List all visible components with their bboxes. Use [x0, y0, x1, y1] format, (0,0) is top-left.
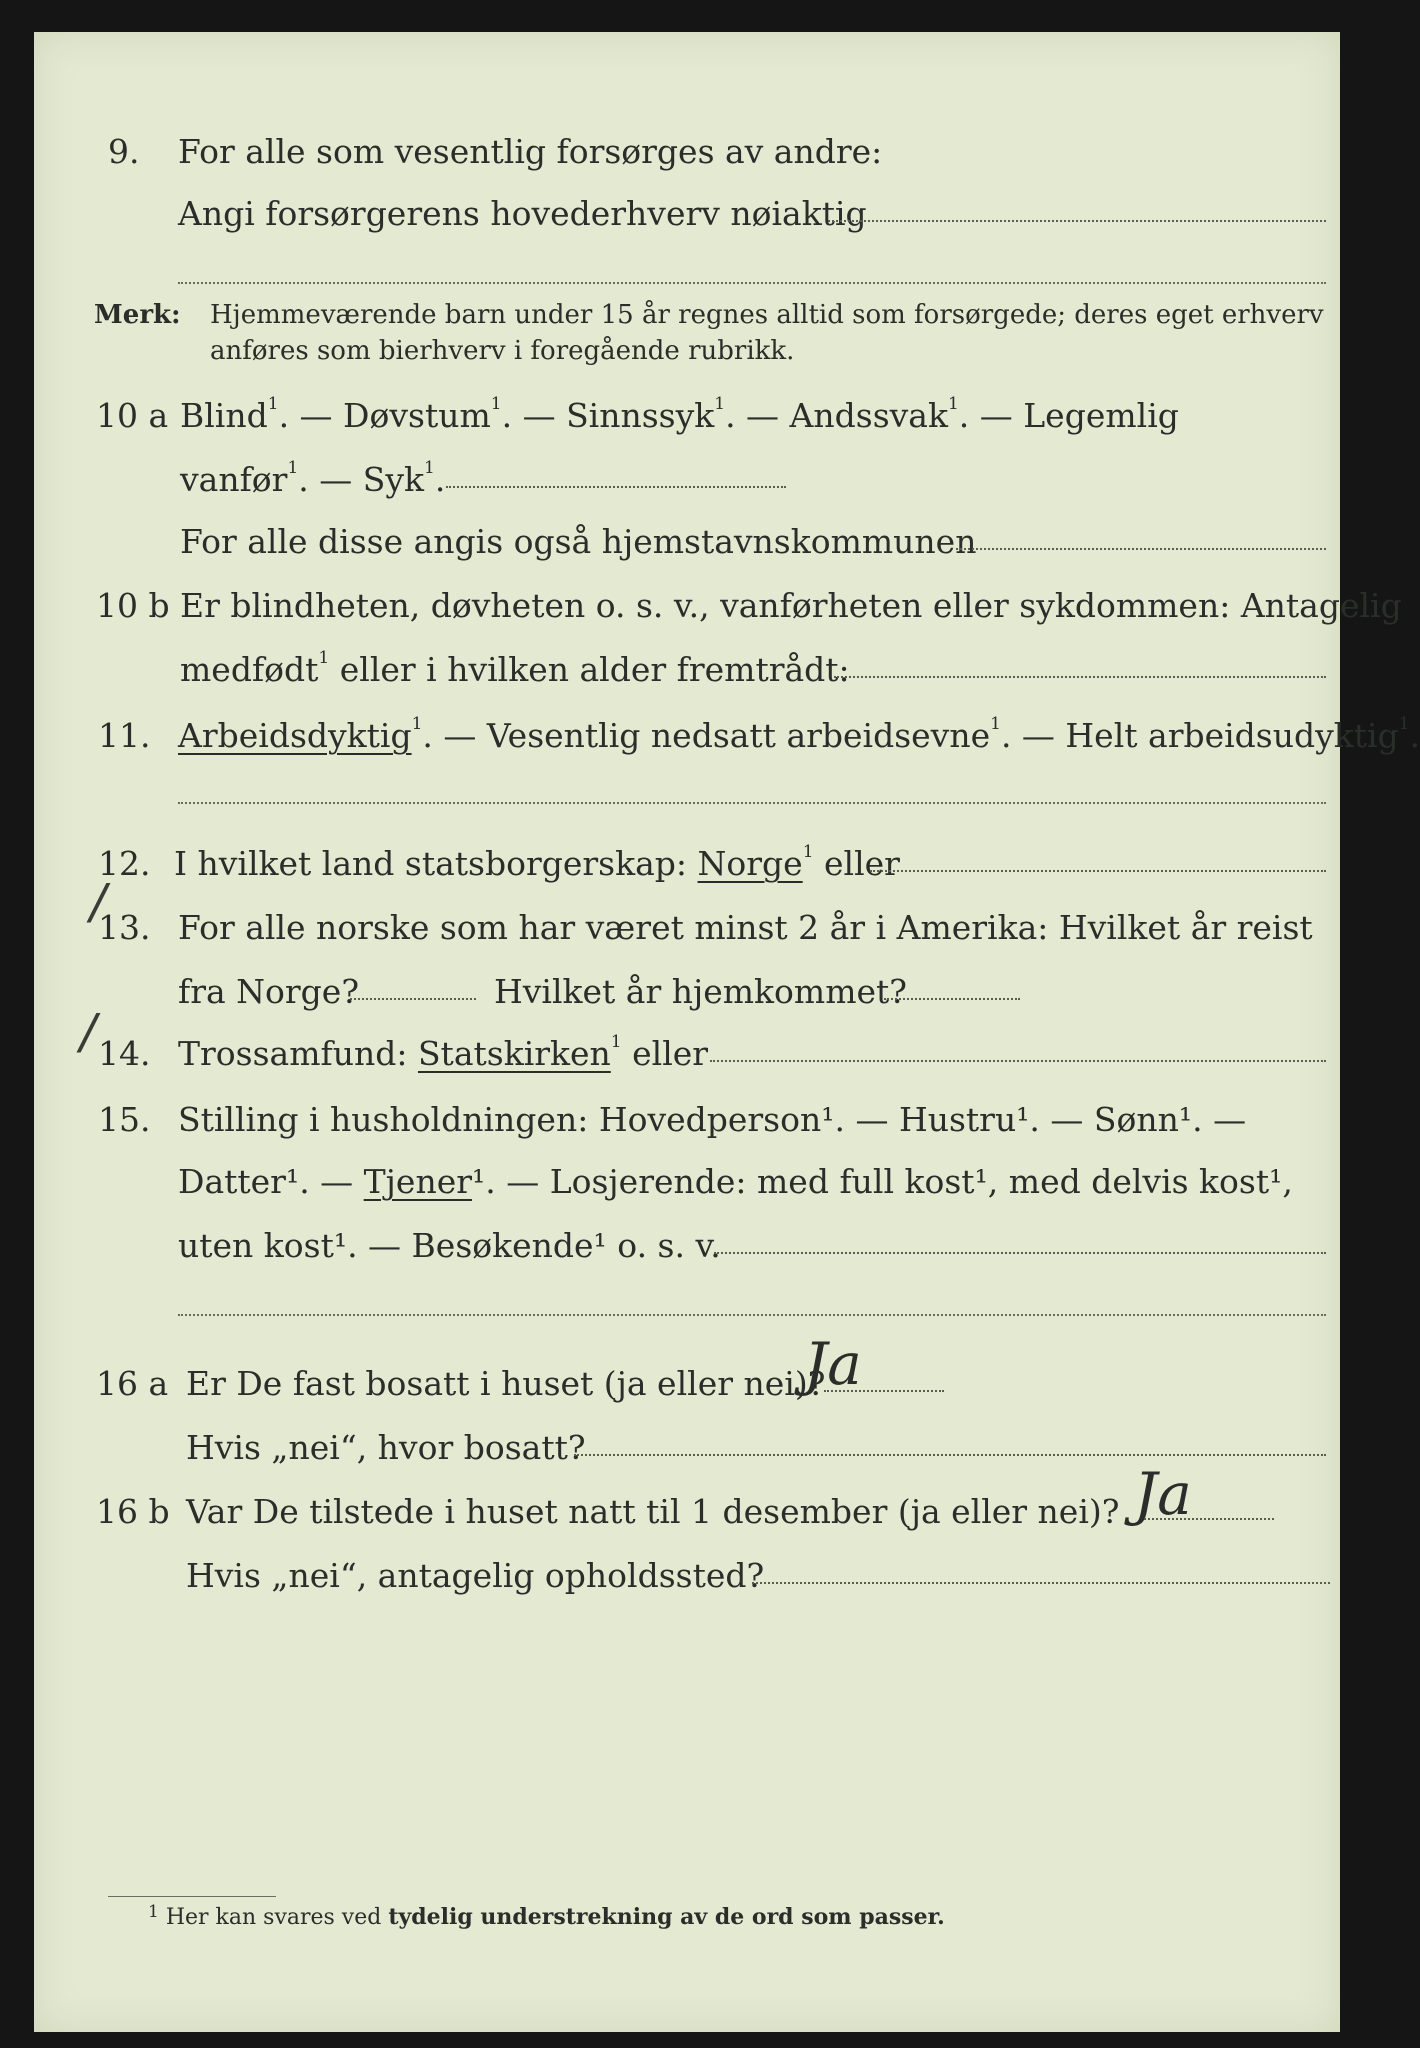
- answer-line: [714, 1252, 1326, 1254]
- footnote-rule: [108, 1896, 276, 1897]
- question-16a-line2: Hvis „nei“, hvor bosatt?: [186, 1428, 586, 1467]
- question-16a-line1: Er De fast bosatt i huset (ja eller nei)?: [186, 1364, 826, 1403]
- question-15-number: 15.: [98, 1100, 151, 1139]
- answer-line: [446, 486, 786, 488]
- census-form-page: [34, 32, 1420, 2032]
- answer-line: [178, 282, 1326, 284]
- question-9-number: 9.: [108, 132, 140, 171]
- question-14-number: 14.: [98, 1034, 151, 1073]
- question-10a-line2: vanfør$^1$. — Syk$^1$.: [180, 458, 446, 499]
- question-13-line1: For alle norske som har været minst 2 år i Amerika: Hvilket år reist: [178, 908, 1313, 947]
- question-10b-line2: medfødt$^1$ eller i hvilken alder fremtrådt:: [180, 648, 850, 689]
- question-13-number: 13.: [98, 908, 151, 947]
- question-14-line: Trossamfund: Statskirken$^1$ eller: [178, 1032, 709, 1073]
- answer-line: [956, 548, 1326, 550]
- underlined-answer: Norge: [697, 844, 803, 883]
- question-15-line2: Datter¹. — Tjener¹. — Losjerende: med full kost¹, med delvis kost¹,: [178, 1162, 1293, 1201]
- merk-line1: Hjemmeværende barn under 15 år regnes alltid som forsørgede; deres eget erhverv: [210, 300, 1324, 330]
- merk-label: Merk:: [94, 300, 181, 330]
- question-13-line2a: fra Norge?: [178, 972, 360, 1011]
- check-mark-icon: /: [80, 1004, 97, 1060]
- question-16b-line1: Var De tilstede i huset natt til 1 desember (ja eller nei)?: [186, 1492, 1120, 1531]
- question-16a-number: 16 a: [96, 1364, 169, 1403]
- underlined-answer: Arbeidsdyktig: [178, 716, 412, 755]
- question-9-line2: Angi forsørgerens hovederhverv nøiaktig: [178, 194, 867, 233]
- underlined-answer: Statskirken: [417, 1034, 611, 1073]
- question-16b-line2: Hvis „nei“, antagelig opholdssted?: [186, 1556, 765, 1595]
- question-10b-line1: Er blindheten, døvheten o. s. v., vanførheten eller sykdommen: Antagelig: [180, 586, 1402, 625]
- handwritten-answer: Ja: [1134, 1460, 1192, 1528]
- question-15-line1: Stilling i husholdningen: Hovedperson¹. — Hustru¹. — Sønn¹. —: [178, 1100, 1247, 1139]
- answer-line: [870, 870, 1326, 872]
- underlined-answer: Tjener: [363, 1162, 473, 1201]
- question-10b-number: 10 b: [96, 586, 170, 625]
- question-15-line3: uten kost¹. — Besøkende¹ o. s. v.: [178, 1226, 721, 1265]
- answer-line: [834, 676, 1326, 678]
- answer-line: [178, 802, 1326, 804]
- answer-line: [710, 1060, 1326, 1062]
- question-12-number: 12.: [98, 844, 151, 883]
- merk-line2: anføres som bierhverv i foregående rubrikk.: [210, 336, 795, 366]
- answer-line: [884, 998, 1020, 1000]
- question-10a-line1: Blind$^1$. — Døvstum$^1$. — Sinnssyk$^1$. — Andssvak$^1$. — Legemlig: [180, 394, 1179, 435]
- question-11-line: Arbeidsdyktig$^1$. — Vesentlig nedsatt arbeidsevne$^1$. — Helt arbeidsudyktig$^1$.: [178, 714, 1420, 755]
- answer-line: [828, 220, 1326, 222]
- question-16b-number: 16 b: [96, 1492, 170, 1531]
- check-mark-icon: /: [90, 874, 107, 930]
- question-12-line: I hvilket land statsborgerskap: Norge$^1$ eller: [174, 842, 900, 883]
- answer-line: [350, 998, 476, 1000]
- question-13-line2b: Hvilket år hjemkommet?: [494, 972, 907, 1011]
- question-9-line1: For alle som vesentlig forsørges av andre:: [178, 132, 883, 171]
- question-10a-line3: For alle disse angis også hjemstavnskommunen: [180, 522, 977, 561]
- footnote: $^1$ Her kan svares ved tydelig understrekning av de ord som passer.: [148, 1902, 945, 1930]
- answer-line: [752, 1582, 1330, 1584]
- question-10a-number: 10 a: [96, 396, 169, 435]
- answer-line: [824, 1390, 944, 1392]
- handwritten-answer: Ja: [804, 1330, 862, 1398]
- answer-line: [1144, 1518, 1274, 1520]
- question-11-number: 11.: [98, 716, 151, 755]
- answer-line: [574, 1454, 1326, 1456]
- answer-line: [178, 1314, 1326, 1316]
